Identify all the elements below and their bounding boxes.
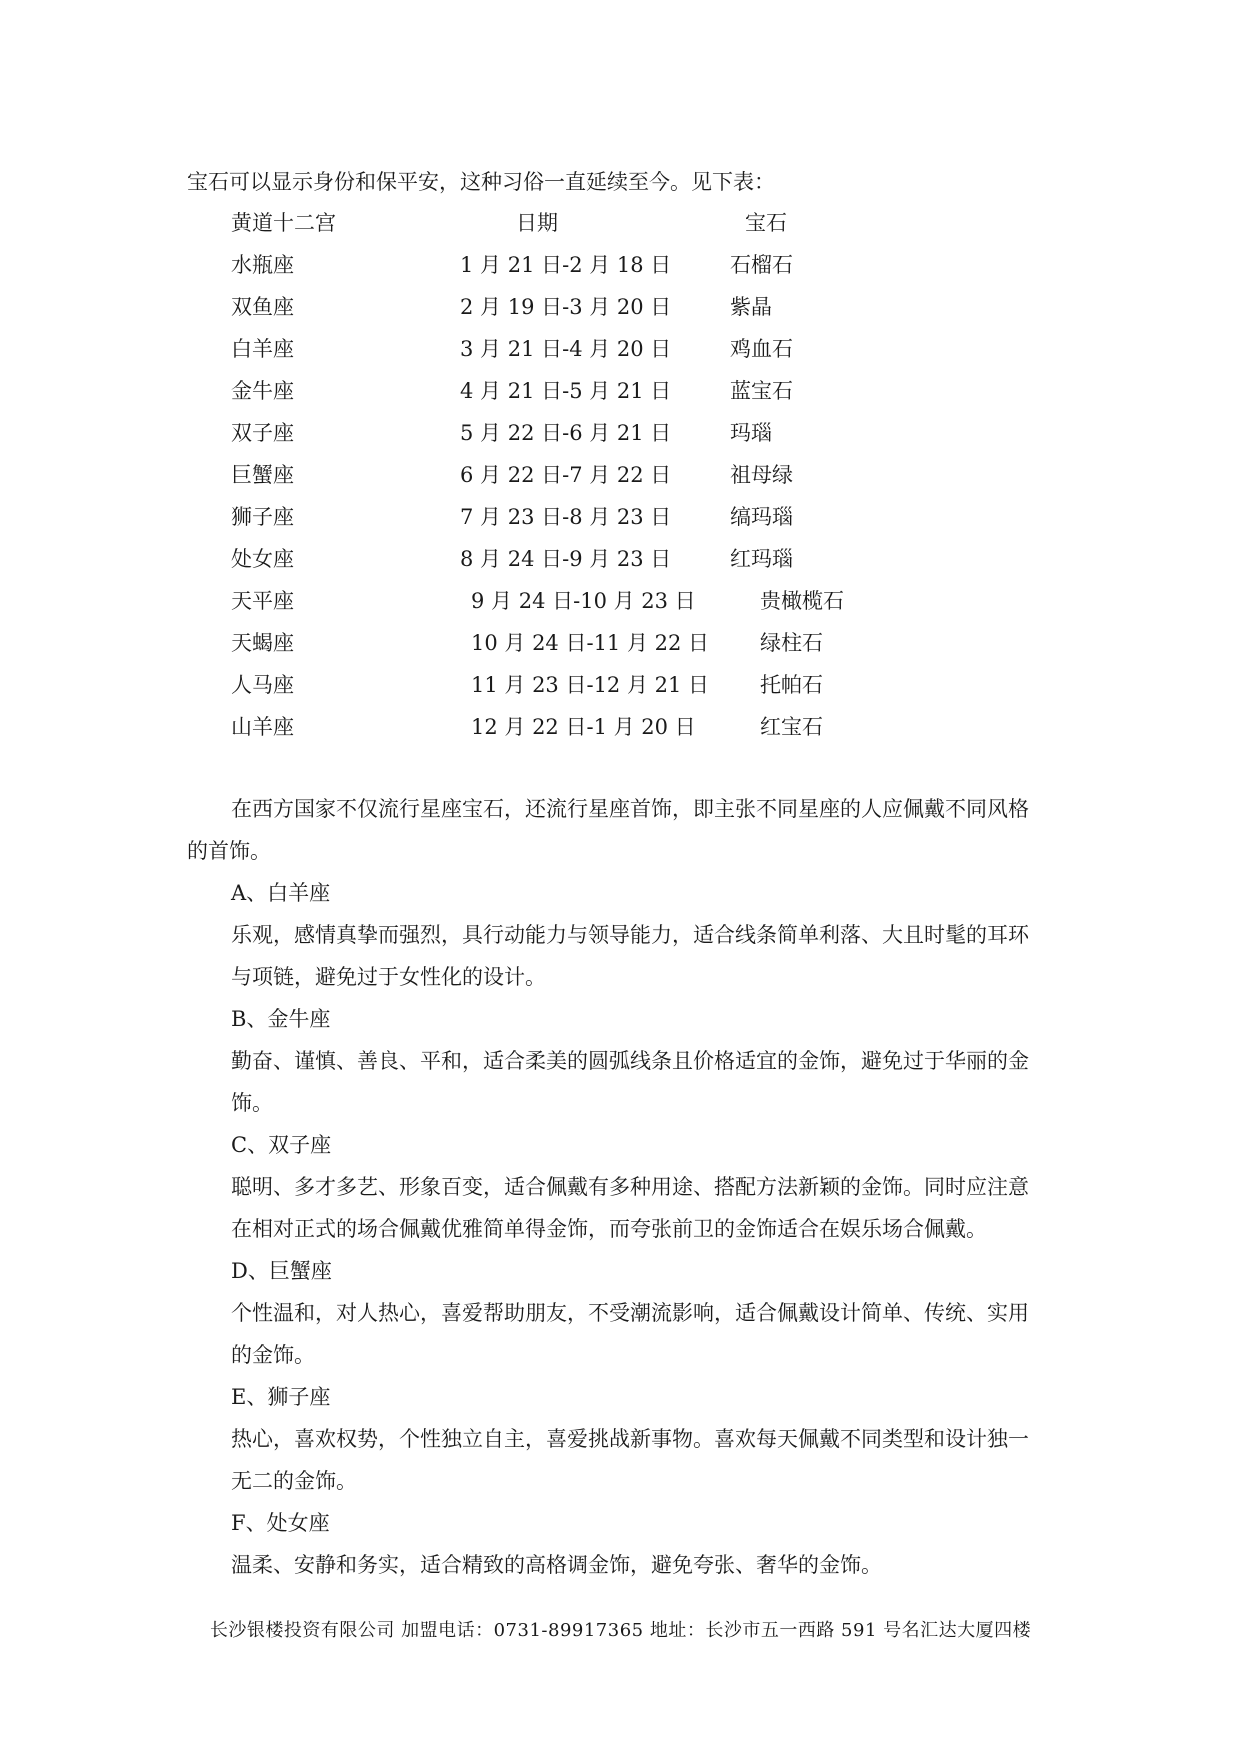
table-cell-date: 10 月 24 日-11 月 22 日: [471, 631, 710, 655]
table-cell-gem: 贵橄榄石: [760, 589, 844, 613]
table-cell-sign: 人马座: [231, 673, 294, 697]
section-heading: F、处女座: [231, 1511, 330, 1535]
table-cell-gem: 红宝石: [760, 715, 823, 739]
table-cell-gem: 祖母绿: [730, 463, 793, 487]
section-text: 热心，喜欢权势，个性独立自主，喜爱挑战新事物。喜欢每天佩戴不同类型和设计独一: [231, 1427, 1029, 1451]
section-text: 在相对正式的场合佩戴优雅简单得金饰，而夸张前卫的金饰适合在娱乐场合佩戴。: [231, 1217, 987, 1241]
table-cell-gem: 红玛瑙: [730, 547, 793, 571]
section-heading: E、狮子座: [231, 1385, 331, 1409]
table-cell-sign: 天平座: [231, 589, 294, 613]
table-cell-date: 7 月 23 日-8 月 23 日: [460, 505, 672, 529]
section-text: 与项链，避免过于女性化的设计。: [231, 965, 546, 989]
section-text: 饰。: [231, 1091, 273, 1115]
section-text: 温柔、安静和务实，适合精致的高格调金饰，避免夸张、奢华的金饰。: [231, 1553, 882, 1577]
table-cell-gem: 鸡血石: [730, 337, 793, 361]
table-cell-sign: 金牛座: [231, 379, 294, 403]
table-header-sign: 黄道十二宫: [231, 211, 336, 235]
section-text: 聪明、多才多艺、形象百变，适合佩戴有多种用途、搭配方法新颖的金饰。同时应注意: [231, 1175, 1029, 1199]
table-cell-sign: 白羊座: [231, 337, 294, 361]
table-cell-gem: 玛瑙: [730, 421, 772, 445]
table-cell-date: 5 月 22 日-6 月 21 日: [460, 421, 672, 445]
table-cell-date: 9 月 24 日-10 月 23 日: [471, 589, 696, 613]
section-heading: B、金牛座: [231, 1007, 331, 1031]
table-cell-date: 6 月 22 日-7 月 22 日: [460, 463, 672, 487]
table-cell-date: 4 月 21 日-5 月 21 日: [460, 379, 672, 403]
table-header-gem: 宝石: [745, 211, 787, 235]
paragraph-line: 的首饰。: [187, 839, 271, 863]
table-cell-sign: 处女座: [231, 547, 294, 571]
table-cell-sign: 水瓶座: [231, 253, 294, 277]
section-heading: C、双子座: [231, 1133, 332, 1157]
page-footer: 长沙银楼投资有限公司 加盟电话：0731-89917365 地址：长沙市五一西路 591 号名汇达大厦四楼: [209, 1620, 1032, 1641]
table-cell-sign: 天蝎座: [231, 631, 294, 655]
table-cell-date: 8 月 24 日-9 月 23 日: [460, 547, 672, 571]
table-cell-date: 12 月 22 日-1 月 20 日: [471, 715, 696, 739]
table-cell-gem: 绿柱石: [760, 631, 823, 655]
section-heading: A、白羊座: [231, 881, 331, 905]
section-text: 的金饰。: [231, 1343, 315, 1367]
table-cell-sign: 双子座: [231, 421, 294, 445]
table-cell-gem: 托帕石: [760, 673, 823, 697]
table-cell-date: 1 月 21 日-2 月 18 日: [460, 253, 672, 277]
intro-text: 宝石可以显示身份和保平安，这种习俗一直延续至今。见下表：: [187, 170, 775, 194]
paragraph-line: 在西方国家不仅流行星座宝石，还流行星座首饰，即主张不同星座的人应佩戴不同风格: [231, 797, 1029, 821]
table-cell-date: 11 月 23 日-12 月 21 日: [471, 673, 710, 697]
table-cell-gem: 蓝宝石: [730, 379, 793, 403]
table-cell-gem: 石榴石: [730, 253, 793, 277]
table-cell-sign: 双鱼座: [231, 295, 294, 319]
table-cell-date: 2 月 19 日-3 月 20 日: [460, 295, 672, 319]
table-cell-sign: 巨蟹座: [231, 463, 294, 487]
section-text: 个性温和，对人热心，喜爱帮助朋友，不受潮流影响，适合佩戴设计简单、传统、实用: [231, 1301, 1029, 1325]
table-cell-gem: 紫晶: [730, 295, 772, 319]
section-text: 乐观，感情真挚而强烈，具行动能力与领导能力，适合线条简单利落、大且时髦的耳环: [231, 923, 1029, 947]
table-cell-gem: 缟玛瑙: [730, 505, 793, 529]
table-header-date: 日期: [516, 211, 558, 235]
section-text: 勤奋、谨慎、善良、平和，适合柔美的圆弧线条且价格适宜的金饰，避免过于华丽的金: [231, 1049, 1029, 1073]
table-cell-date: 3 月 21 日-4 月 20 日: [460, 337, 672, 361]
table-cell-sign: 狮子座: [231, 505, 294, 529]
section-text: 无二的金饰。: [231, 1469, 357, 1493]
table-cell-sign: 山羊座: [231, 715, 294, 739]
section-heading: D、巨蟹座: [231, 1259, 332, 1283]
